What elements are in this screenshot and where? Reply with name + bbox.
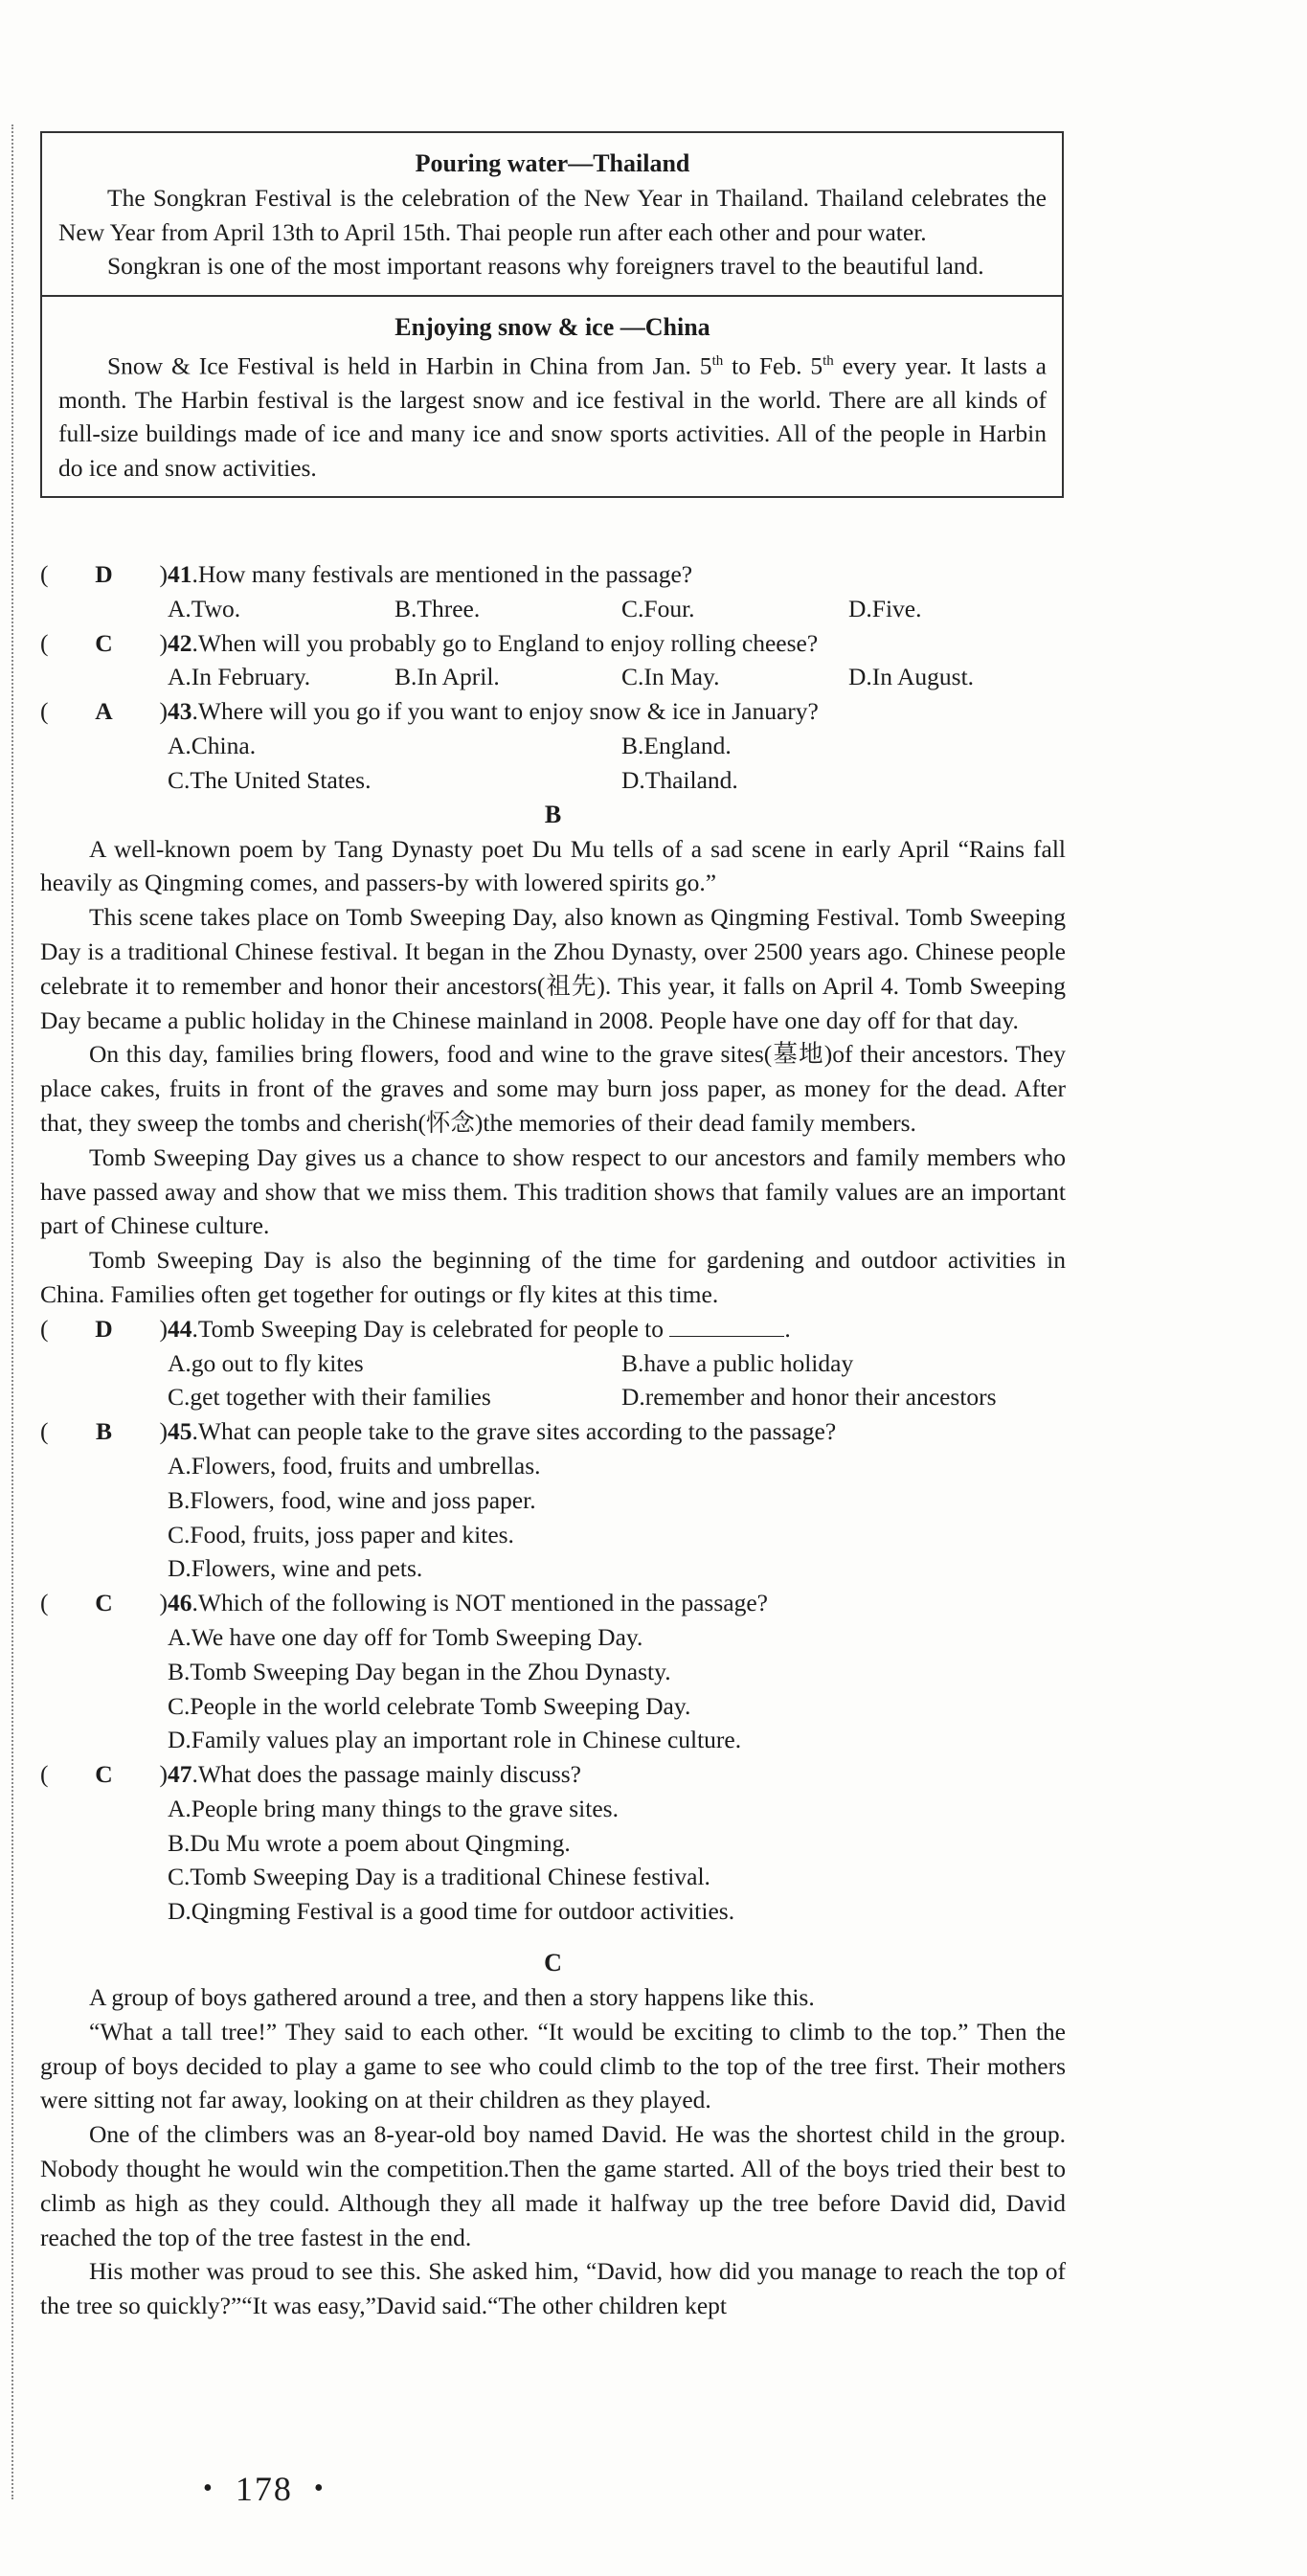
answer-letter: A [95,697,113,726]
question-44: ( D ) 44.Tomb Sweeping Day is celebrated for people to . A.go out to fly kites B.have a public holiday C.get together with their families D.remember and honor their ancestors [40,1312,1066,1414]
option: B.Three. [394,594,481,622]
answer-bracket: ( B ) [40,1414,168,1449]
option: B.In April. [394,663,500,691]
option: A.We have one day off for Tomb Sweeping Day. [168,1622,643,1651]
options [40,660,1066,694]
question-number: 47 [168,1760,192,1789]
festival-paragraph: Songkran is one of the most important reasons why foreigners travel to the beautiful land. [107,252,984,280]
option: C.In May. [621,663,720,691]
text-span: every year. It lasts a month. The Harbin festival is the largest snow and ice festival in the world. There are all kinds of full-size buildings made of ice and many ice and snow sports activities. All of the people in Harbin do ice and snow activities. [58,351,1048,482]
passage-paragraph: This scene takes place on Tomb Sweeping Day, also known as Qingming Festival. Tomb Sweeping Day is a traditional Chinese festival. It began in the Zhou Dynasty, over 2500 years ago. Chinese people celebrate it to remember and honor their ancestors(祖先). This year, it falls on April 4. Tomb Sweeping Day became a public holiday in the Chinese mainland in 2008. People have one day off for that day. [40,903,1066,1034]
option: C.The United States. [168,765,372,794]
option: C.get together with their families [168,1383,491,1412]
answer-letter: D [95,560,113,588]
passage-paragraph: A well-known poem by Tang Dynasty poet Du Mu tells of a sad scene in early April “Rains fall heavily as Qingming comes, and passers-by with lowered spirits go.” [40,834,1066,897]
question-stem: Tomb Sweeping Day is celebrated for people to [197,1314,664,1343]
options [40,1346,1066,1415]
text-span: to Feb. 5 [723,351,823,379]
passage-paragraph: His mother was proud to see this. She asked him, “David, how did you manage to reach the top of the tree so quickly?”“It was easy,”David said.“The other children kept [40,2257,1066,2320]
text-span: Snow & Ice Festival is held in Harbin in China from Jan. 5 [107,351,712,379]
passage-paragraph: Tomb Sweeping Day is also the beginning of the time for gardening and outdoor activities in China. Families often get together for outings or fly kites at this time. [40,1246,1066,1308]
answer-letter: C [95,1760,113,1789]
answer-bracket: ( C ) [40,626,168,661]
option: B.Flowers, food, wine and joss paper. [168,1485,536,1514]
option: D.In August. [848,663,975,691]
option: C.Food, fruits, joss paper and kites. [168,1520,514,1548]
festival-cell-china [42,295,1062,497]
question-stem: How many festivals are mentioned in the passage? [197,560,693,588]
options [40,729,1066,798]
question-stem: What can people take to the grave sites according to the passage? [197,1417,837,1446]
option: A.People bring many things to the grave sites. [168,1794,619,1822]
question-45: ( B ) 45.What can people take to the grave sites according to the passage? A.Flowers, food, fruits and umbrellas. B.Flowers, food, wine and joss paper. C.Food, fruits, joss paper and kites. D.Flowers, wine and pets. [40,1414,1066,1586]
stem-end: . [784,1314,791,1343]
bullet-icon: • [203,2474,214,2503]
option: B.England. [621,731,732,759]
answer-bracket: ( C ) [40,1757,168,1792]
options [40,1792,1066,1929]
page-number-value: 178 [235,2470,293,2508]
content-column [40,557,1066,2323]
page-number [182,2469,347,2509]
passage-paragraph: On this day, families bring flowers, food and wine to the grave sites(墓地)of their ancestors. They place cakes, fruits in front of the graves and some may burn joss paper, as money for the dead. After that, they sweep the tombs and cherish(怀念)the memories of their dead family members. [40,1040,1066,1137]
option: D.Thailand. [621,765,738,794]
question-stem: What does the passage mainly discuss? [197,1760,581,1789]
passage-paragraph: One of the climbers was an 8-year-old boy named David. He was the shortest child in the group. Nobody thought he would win the competition.Then the game started. All of the boys tried their best to climb as high as they could. Although they all made it halfway up the tree before David did, David reached the top of the tree fastest in the end. [40,2120,1066,2251]
answer-letter: C [95,628,113,657]
festival-title: Enjoying snow & ice —China [394,312,710,341]
binding-margin-line [11,124,13,2499]
option: C.People in the world celebrate Tomb Sweeping Day. [168,1691,691,1720]
option: D.Flowers, wine and pets. [168,1554,423,1583]
section-heading-c: C [544,1949,562,1977]
superscript: th [711,352,724,369]
question-42: ( C ) 42.When will you probably go to England to enjoy rolling cheese? A.In February. B.In April. C.In May. D.In August. [40,626,1066,695]
question-stem: Where will you go if you want to enjoy snow & ice in January? [197,697,819,726]
answer-bracket: ( C ) [40,1586,168,1620]
option: A.go out to fly kites [168,1348,364,1377]
answer-letter: B [95,1417,112,1446]
answer-bracket: ( D ) [40,557,168,592]
question-stem: Which of the following is NOT mentioned in the passage? [197,1589,768,1617]
question-41: ( D ) 41.How many festivals are mentioned in the passage? A.Two. B.Three. C.Four. D.Five. [40,557,1066,626]
option: B.Du Mu wrote a poem about Qingming. [168,1828,571,1857]
option: D.remember and honor their ancestors [621,1383,997,1412]
question-number: 41 [168,560,192,588]
option: A.In February. [168,663,311,691]
option: D.Family values play an important role in Chinese culture. [168,1726,742,1754]
options [40,592,1066,626]
options [40,1449,1066,1586]
option: C.Tomb Sweeping Day is a traditional Chinese festival. [168,1863,710,1891]
answer-letter: C [95,1589,113,1617]
option: A.Two. [168,594,241,622]
option: A.China. [168,731,257,759]
answer-bracket: ( A ) [40,694,168,729]
festival-cell-thailand [42,133,1062,295]
question-number: 45 [168,1417,192,1446]
festival-table [40,131,1064,498]
answer-letter: D [95,1314,113,1343]
passage-paragraph: Tomb Sweeping Day gives us a chance to show respect to our ancestors and family members who have passed away and show that we miss them. This tradition shows that family values are an important part of Chinese culture. [40,1142,1066,1240]
question-43: ( A ) 43.Where will you go if you want to enjoy snow & ice in January? A.China. B.England. C.The United States. D.Thailand. [40,694,1066,797]
question-stem: When will you probably go to England to enjoy rolling cheese? [197,628,819,657]
question-46: ( C ) 46.Which of the following is NOT mentioned in the passage? A.We have one day off for Tomb Sweeping Day. B.Tomb Sweeping Day began in the Zhou Dynasty. C.People in the world celebrate Tomb Sweeping Day. D.Family values play an important role in Chinese culture. [40,1586,1066,1757]
passage-paragraph: “What a tall tree!” They said to each other. “It would be exciting to climb to the top.” Then the group of boys decided to play a game to see who could climb to the top of the tree first. Their mothers were sitting not far away, looking on at their children as they played. [40,2017,1066,2114]
question-number: 42 [168,628,192,657]
option: D.Five. [848,594,922,622]
answer-blank [669,1315,784,1337]
option: D.Qingming Festival is a good time for outdoor activities. [168,1897,735,1926]
festival-paragraph: The Songkran Festival is the celebration of the New Year in Thailand. Thailand celebrates the New Year from April 13th to April 15th. Thai people run after each other and pour water. [58,184,1047,246]
question-number: 43 [168,697,192,726]
options [40,1620,1066,1757]
option: C.Four. [621,594,695,622]
question-number: 46 [168,1589,192,1617]
question-number: 44 [168,1314,192,1343]
option: A.Flowers, food, fruits and umbrellas. [168,1451,541,1480]
question-47: ( C ) 47.What does the passage mainly discuss? A.People bring many things to the grave sites. B.Du Mu wrote a poem about Qingming. C.Tomb Sweeping Day is a traditional Chinese festival. D.Qingming Festival is a good time for outdoor activities. [40,1757,1066,1929]
festival-title: Pouring water—Thailand [415,149,690,177]
option: B.have a public holiday [621,1348,854,1377]
festival-paragraph [58,345,1047,486]
option: B.Tomb Sweeping Day began in the Zhou Dynasty. [168,1657,671,1685]
passage-paragraph: A group of boys gathered around a tree, and then a story happens like this. [89,1983,815,2012]
bullet-icon: • [313,2474,326,2503]
answer-bracket: ( D ) [40,1312,168,1346]
section-heading-b: B [544,800,562,828]
superscript: th [823,352,834,369]
